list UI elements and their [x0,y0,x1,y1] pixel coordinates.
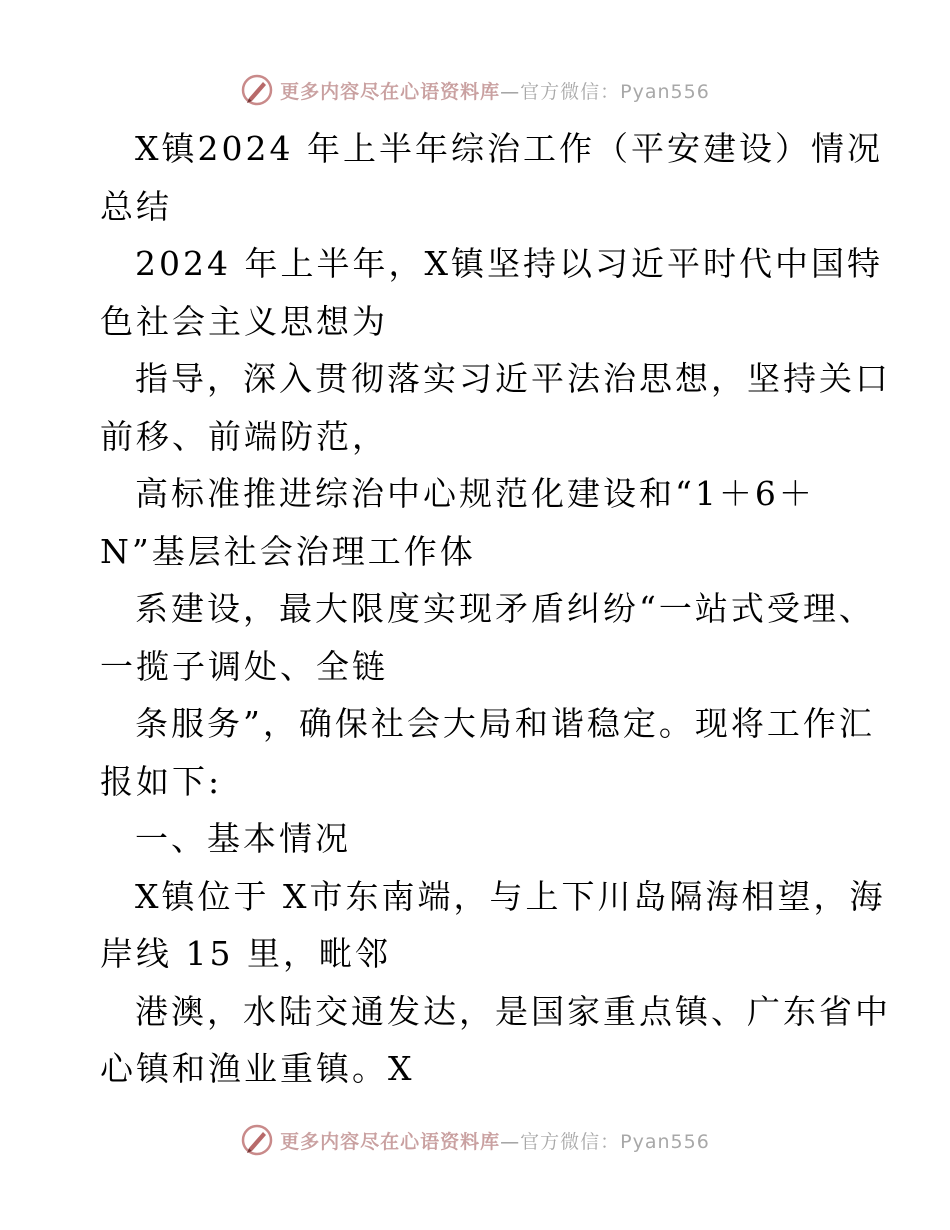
text-line: 一、基本情况 [135,819,351,858]
text-line: 高标准推进综治中心规范化建设和“1＋6＋ [135,474,815,513]
watermark-text [280,1127,710,1154]
text-line: 港澳，水陆交通发达，是国家重点镇、广东省中 [135,991,891,1031]
text-line: X镇位于 X市东南端，与上下川岛隔海相望，海 [135,876,886,916]
text-line: 总结 [100,186,172,226]
watermark-wechat: 官方微信：Pyan556 [520,1130,710,1153]
pen-logo-icon [240,1123,274,1157]
text-line: 心镇和渔业重镇。X [100,1049,415,1088]
text-line: 报如下: [100,761,223,801]
text-line: 岸线 15 里，毗邻 [100,934,391,973]
text-line: 系建设，最大限度实现矛盾纠纷“一站式受理、 [135,589,875,628]
watermark-main: 更多内容尽在心语资料库 [280,1130,501,1153]
text-line: 前移、前端防范， [100,416,388,456]
watermark-main: 更多内容尽在心语资料库 [280,80,501,103]
text-line: 条服务”，确保社会大局和谐稳定。现将工作汇 [135,704,875,743]
pen-logo-icon [240,73,274,107]
watermark-dash: — [500,80,521,103]
watermark-header [0,70,950,110]
watermark-footer [0,1120,950,1160]
watermark-text [280,77,710,104]
document-body [100,120,891,1098]
text-line: 一揽子调处、全链 [100,646,388,686]
text-line: N”基层社会治理工作体 [100,531,476,571]
watermark-wechat: 官方微信：Pyan556 [520,80,710,103]
text-line: 色社会主义思想为 [100,301,388,341]
watermark-dash: — [500,1130,521,1153]
text-line: X镇2024 年上半年综治工作（平安建设）情况 [135,129,883,168]
text-line: 2024 年上半年，X镇坚持以习近平时代中国特 [135,244,883,283]
text-line: 指导，深入贯彻落实习近平法治思想，坚持关口 [135,359,891,398]
